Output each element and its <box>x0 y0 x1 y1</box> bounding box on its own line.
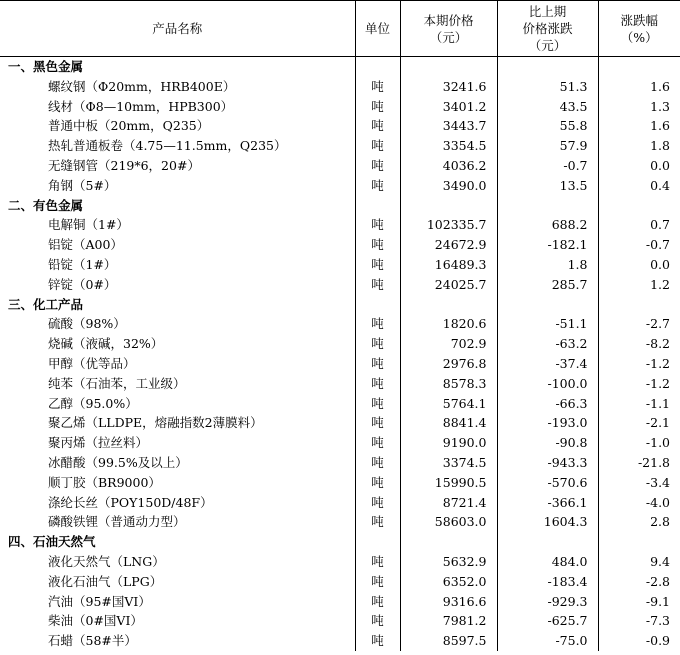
price-cell: 5632.9 <box>400 552 497 572</box>
price-cell: 3354.5 <box>400 136 497 156</box>
unit-cell: 吨 <box>355 394 400 414</box>
unit-cell: 吨 <box>355 552 400 572</box>
pct-cell: -1.2 <box>645 375 670 391</box>
price-cell: 16489.3 <box>400 255 497 275</box>
product-name-cell: 涤纶长丝（POY150D/48F） <box>0 493 355 513</box>
price-cell: 3241.6 <box>400 77 497 97</box>
unit-cell: 吨 <box>355 453 400 473</box>
pct-cell: 1.6 <box>650 118 670 134</box>
change-cell: -193.0 <box>497 413 598 433</box>
pct-cell: 0.0 <box>650 157 670 173</box>
change-cell: -0.7 <box>497 156 598 176</box>
header-name: 产品名称 <box>0 1 355 57</box>
change-cell: -51.1 <box>497 314 598 334</box>
section-empty-cell <box>598 532 680 552</box>
unit-cell: 吨 <box>355 493 400 513</box>
change-cell: 285.7 <box>497 275 598 295</box>
section-empty-cell <box>400 196 497 216</box>
price-cell: 3374.5 <box>400 453 497 473</box>
unit-cell: 吨 <box>355 314 400 334</box>
table-row <box>0 473 680 493</box>
table-row <box>0 77 680 97</box>
price-cell: 3490.0 <box>400 176 497 196</box>
product-name-cell: 锌锭（0#） <box>0 275 355 295</box>
table-row <box>0 572 680 592</box>
price-cell: 6352.0 <box>400 572 497 592</box>
section-empty-cell <box>497 57 598 77</box>
pct-cell: -8.2 <box>645 336 670 352</box>
product-name-cell: 石蜡（58#半） <box>0 631 355 651</box>
change-cell: -570.6 <box>497 473 598 493</box>
section-empty-cell <box>598 295 680 315</box>
table-row <box>0 433 680 453</box>
product-name-cell: 乙醇（95.0%） <box>0 394 355 414</box>
pct-cell: 1.6 <box>650 78 670 94</box>
unit-cell: 吨 <box>355 176 400 196</box>
pct-cell: -0.9 <box>645 633 670 649</box>
table-row <box>0 493 680 513</box>
pct-cell: 9.4 <box>650 553 670 569</box>
section-empty-cell <box>400 532 497 552</box>
table-row <box>0 374 680 394</box>
section-title: 四、石油天然气 <box>0 532 355 552</box>
unit-cell: 吨 <box>355 572 400 592</box>
pct-cell: 1.8 <box>650 138 670 154</box>
table-row <box>0 275 680 295</box>
price-cell: 2976.8 <box>400 354 497 374</box>
section-title: 三、化工产品 <box>0 295 355 315</box>
table-row <box>0 255 680 275</box>
product-name-cell: 普通中板（20mm，Q235） <box>0 116 355 136</box>
change-cell: -75.0 <box>497 631 598 651</box>
section-empty-cell <box>400 57 497 77</box>
unit-cell: 吨 <box>355 275 400 295</box>
price-cell: 3401.2 <box>400 97 497 117</box>
table-row <box>0 334 680 354</box>
section-title: 二、有色金属 <box>0 196 355 216</box>
price-cell: 8578.3 <box>400 374 497 394</box>
change-cell: 43.5 <box>497 97 598 117</box>
product-name-cell: 电解铜（1#） <box>0 215 355 235</box>
pct-cell: -21.8 <box>637 454 670 470</box>
table-row <box>0 592 680 612</box>
table-row <box>0 611 680 631</box>
product-name-cell: 顺丁胶（BR9000） <box>0 473 355 493</box>
section-title: 一、黑色金属 <box>0 57 355 77</box>
price-cell: 102335.7 <box>400 215 497 235</box>
unit-cell: 吨 <box>355 354 400 374</box>
price-cell: 9190.0 <box>400 433 497 453</box>
pct-cell: 1.3 <box>650 98 670 114</box>
product-name-cell: 热轧普通板卷（4.75—11.5mm，Q235） <box>0 136 355 156</box>
change-cell: 1604.3 <box>497 512 598 532</box>
pct-cell: 2.8 <box>650 514 670 530</box>
table-row <box>0 512 680 532</box>
table-row <box>0 552 680 572</box>
change-cell: -182.1 <box>497 235 598 255</box>
header-price: 本期价格 （元） <box>400 1 497 57</box>
product-name-cell: 无缝钢管（219*6，20#） <box>0 156 355 176</box>
product-name-cell: 磷酸铁锂（普通动力型） <box>0 512 355 532</box>
pct-cell: -2.8 <box>645 573 670 589</box>
pct-cell: -4.0 <box>645 494 670 510</box>
change-cell: 484.0 <box>497 552 598 572</box>
product-name-cell: 硫酸（98%） <box>0 314 355 334</box>
product-name-cell: 甲醇（优等品） <box>0 354 355 374</box>
table-row <box>0 453 680 473</box>
change-cell: 1.8 <box>497 255 598 275</box>
change-cell: -183.4 <box>497 572 598 592</box>
unit-cell: 吨 <box>355 374 400 394</box>
pct-cell: -1.0 <box>645 435 670 451</box>
price-cell: 1820.6 <box>400 314 497 334</box>
unit-cell: 吨 <box>355 631 400 651</box>
product-name-cell: 铝锭（A00） <box>0 235 355 255</box>
section-row <box>0 196 680 216</box>
product-name-cell: 液化天然气（LNG） <box>0 552 355 572</box>
price-cell: 3443.7 <box>400 116 497 136</box>
product-name-cell: 冰醋酸（99.5%及以上） <box>0 453 355 473</box>
pct-cell: 0.7 <box>650 217 670 233</box>
table-header <box>0 1 680 57</box>
change-cell: 51.3 <box>497 77 598 97</box>
table-row <box>0 176 680 196</box>
change-cell: 688.2 <box>497 215 598 235</box>
header-change: 比上期 价格涨跌 （元） <box>497 1 598 57</box>
change-cell: 57.9 <box>497 136 598 156</box>
price-cell: 8841.4 <box>400 413 497 433</box>
pct-cell: -2.1 <box>645 415 670 431</box>
change-cell: -929.3 <box>497 592 598 612</box>
header-pct: 涨跌幅 （%） <box>598 1 680 57</box>
price-cell: 4036.2 <box>400 156 497 176</box>
unit-cell: 吨 <box>355 611 400 631</box>
unit-cell: 吨 <box>355 156 400 176</box>
table-row <box>0 116 680 136</box>
section-row <box>0 295 680 315</box>
pct-cell: -0.7 <box>645 237 670 253</box>
change-cell: -943.3 <box>497 453 598 473</box>
price-cell: 5764.1 <box>400 394 497 414</box>
price-cell: 24672.9 <box>400 235 497 255</box>
table-row <box>0 235 680 255</box>
table-row <box>0 136 680 156</box>
price-cell: 9316.6 <box>400 592 497 612</box>
price-cell: 15990.5 <box>400 473 497 493</box>
unit-cell: 吨 <box>355 235 400 255</box>
product-name-cell: 线材（Φ8—10mm，HPB300） <box>0 97 355 117</box>
price-cell: 7981.2 <box>400 611 497 631</box>
table-row <box>0 156 680 176</box>
unit-cell: 吨 <box>355 97 400 117</box>
section-empty-cell <box>497 295 598 315</box>
unit-cell: 吨 <box>355 413 400 433</box>
pct-cell: 0.0 <box>650 256 670 272</box>
section-empty-cell <box>598 57 680 77</box>
product-name-cell: 汽油（95#国VI） <box>0 592 355 612</box>
unit-cell: 吨 <box>355 116 400 136</box>
change-cell: 13.5 <box>497 176 598 196</box>
table-row <box>0 413 680 433</box>
section-empty-cell <box>355 57 400 77</box>
price-cell: 8597.5 <box>400 631 497 651</box>
unit-cell: 吨 <box>355 433 400 453</box>
section-empty-cell <box>355 532 400 552</box>
section-row <box>0 57 680 77</box>
table-body <box>0 57 680 651</box>
product-name-cell: 角钢（5#） <box>0 176 355 196</box>
table-row <box>0 97 680 117</box>
unit-cell: 吨 <box>355 255 400 275</box>
change-cell: -63.2 <box>497 334 598 354</box>
pct-cell: -7.3 <box>645 613 670 629</box>
unit-cell: 吨 <box>355 77 400 97</box>
change-cell: -625.7 <box>497 611 598 631</box>
change-cell: -100.0 <box>497 374 598 394</box>
unit-cell: 吨 <box>355 136 400 156</box>
unit-cell: 吨 <box>355 512 400 532</box>
unit-cell: 吨 <box>355 215 400 235</box>
section-empty-cell <box>355 295 400 315</box>
unit-cell: 吨 <box>355 592 400 612</box>
unit-cell: 吨 <box>355 473 400 493</box>
section-empty-cell <box>400 295 497 315</box>
section-row <box>0 532 680 552</box>
pct-cell: 0.4 <box>650 177 670 193</box>
table-row <box>0 394 680 414</box>
table-row <box>0 631 680 651</box>
table-row <box>0 354 680 374</box>
product-name-cell: 柴油（0#国VI） <box>0 611 355 631</box>
price-cell: 24025.7 <box>400 275 497 295</box>
change-cell: 55.8 <box>497 116 598 136</box>
header-unit: 单位 <box>355 1 400 57</box>
pct-cell: -3.4 <box>645 474 670 490</box>
pct-cell: 1.2 <box>650 276 670 292</box>
price-cell: 702.9 <box>400 334 497 354</box>
table-row <box>0 314 680 334</box>
unit-cell: 吨 <box>355 334 400 354</box>
table-row <box>0 215 680 235</box>
section-empty-cell <box>598 196 680 216</box>
pct-cell: -9.1 <box>645 593 670 609</box>
price-cell: 58603.0 <box>400 512 497 532</box>
section-empty-cell <box>497 196 598 216</box>
change-cell: -366.1 <box>497 493 598 513</box>
price-cell: 8721.4 <box>400 493 497 513</box>
product-name-cell: 螺纹钢（Φ20mm，HRB400E） <box>0 77 355 97</box>
change-cell: -66.3 <box>497 394 598 414</box>
pct-cell: -2.7 <box>645 316 670 332</box>
product-name-cell: 烧碱（液碱，32%） <box>0 334 355 354</box>
change-cell: -37.4 <box>497 354 598 374</box>
section-empty-cell <box>355 196 400 216</box>
change-cell: -90.8 <box>497 433 598 453</box>
pct-cell: -1.2 <box>645 355 670 371</box>
pct-cell: -1.1 <box>645 395 670 411</box>
product-name-cell: 聚丙烯（拉丝料） <box>0 433 355 453</box>
product-name-cell: 纯苯（石油苯，工业级） <box>0 374 355 394</box>
product-name-cell: 聚乙烯（LLDPE，熔融指数2薄膜料） <box>0 413 355 433</box>
section-empty-cell <box>497 532 598 552</box>
product-name-cell: 铅锭（1#） <box>0 255 355 275</box>
product-name-cell: 液化石油气（LPG） <box>0 572 355 592</box>
